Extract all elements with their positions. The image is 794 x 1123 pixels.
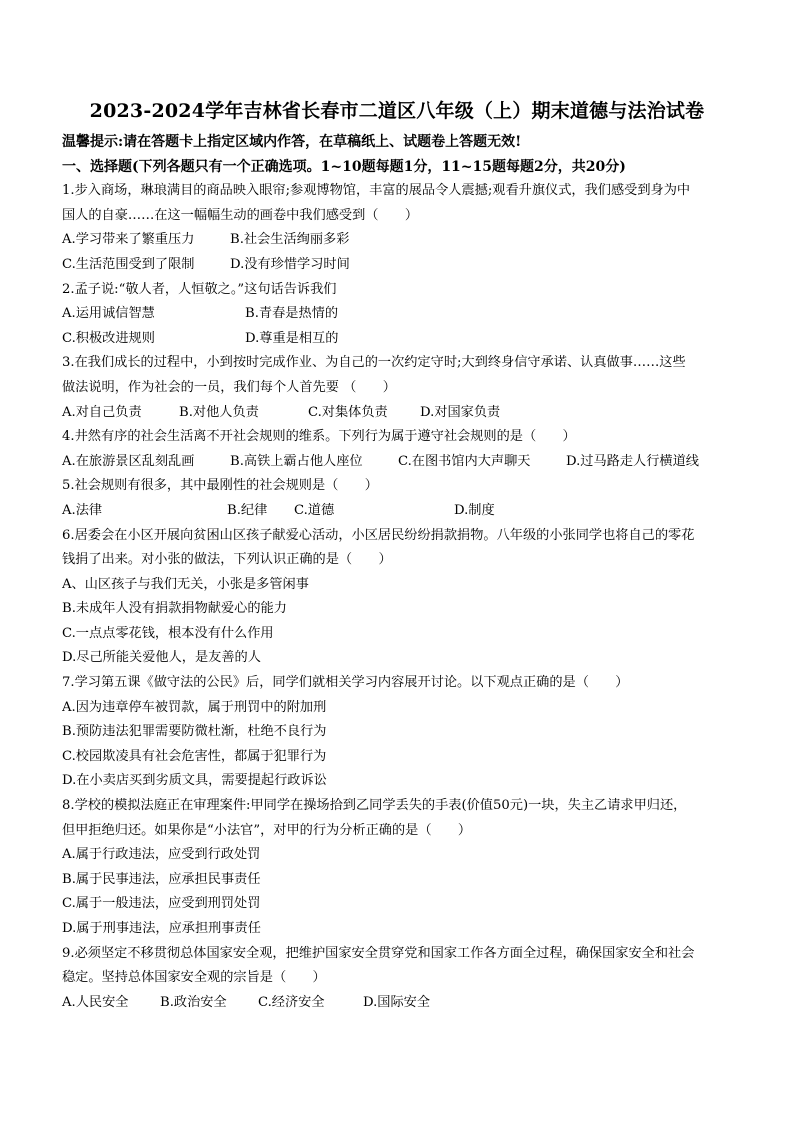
question-1-stem-cont: 国人的自豪……在这一幅幅生动的画卷中我们感受到（ ）	[62, 207, 419, 223]
question-2-options-row2	[62, 327, 742, 352]
question-3-options	[62, 401, 742, 426]
option-d: D.在小卖店买到劣质文具，需要提起行政诉讼	[62, 773, 327, 789]
option-c: C.校园欺凌具有社会危害性，都属于犯罪行为	[62, 748, 327, 764]
option-c: C.对集体负责	[308, 404, 388, 420]
option-b: B.社会生活绚丽多彩	[230, 232, 350, 248]
option-b: B.高铁上霸占他人座位	[230, 453, 363, 469]
question-5-stem: 5.社会规则有很多，其中最刚性的社会规则是（ ）	[62, 478, 378, 494]
question-3-stem-cont: 做法说明，作为社会的一员，我们每个人首先要 （ ）	[62, 379, 396, 395]
option-a: A.在旅游景区乱刻乱画	[62, 453, 195, 469]
option-d: D.尊重是相互的	[245, 330, 339, 346]
option-b: B.对他人负责	[179, 404, 259, 420]
question-9-stem-cont: 稳定。坚持总体国家安全观的宗旨是（ ）	[62, 970, 326, 986]
question-2-stem: 2.孟子说:“敬人者，人恒敬之。”这句话告诉我们	[62, 281, 337, 297]
exam-content	[62, 130, 742, 1015]
option-d: D.尽己所能关爱他人，是友善的人	[62, 650, 261, 666]
option-a: A.属于行政违法，应受到行政处罚	[62, 847, 261, 863]
question-7-stem: 7.学习第五课《做守法的公民》后，同学们就相关学习内容展开讨论。以下观点正确的是（ ）	[62, 675, 629, 691]
question-2-options-row1	[62, 302, 742, 327]
option-d: D.过马路走人行横道线	[566, 453, 699, 469]
question-4-stem: 4.井然有序的社会生活离不开社会规则的维系。下列行为属于遵守社会规则的是（ ）	[62, 429, 576, 445]
option-c: C.一点点零花钱，根本没有什么作用	[62, 625, 274, 641]
question-3-stem: 3.在我们成长的过程中，小到按时完成作业、为自己的一次约定守时;大到终身信守承诺、认真做事……这些	[62, 355, 686, 371]
question-1-stem: 1.步入商场，琳琅满目的商品映入眼帘;参观博物馆，丰富的展品令人震撼;观看升旗仪式，我们感受到身为中	[62, 183, 691, 199]
option-c: C.属于一般违法，应受到刑罚处罚	[62, 896, 261, 912]
exam-title: 2023-2024学年吉林省长春市二道区八年级（上）期末道德与法治试卷	[89, 100, 705, 122]
option-c: C.在图书馆内大声聊天	[398, 453, 531, 469]
option-a: A.运用诚信智慧	[62, 306, 155, 322]
option-c: C.生活范围受到了限制	[62, 256, 195, 272]
option-d: D.没有珍惜学习时间	[230, 256, 350, 272]
question-8-stem: 8.学校的模拟法庭正在审理案件:甲同学在操场拾到乙同学丢失的手表(价值50元)一块，失主乙请求甲归还，	[62, 798, 687, 814]
option-d: D.属于刑事违法，应承担刑事责任	[62, 921, 261, 936]
option-b: B.属于民事违法，应承担民事责任	[62, 871, 261, 887]
question-9-stem: 9.必须坚定不移贯彻总体国家安全观，把维护国家安全贯穿党和国家工作各方面全过程，确保国家安全和社会	[62, 945, 695, 961]
option-a: A.对自己负责	[62, 404, 142, 420]
question-6-stem-cont: 钱捐了出来。对小张的做法，下列认识正确的是（ ）	[62, 552, 392, 568]
question-5-options	[62, 499, 742, 524]
option-c: C.积极改进规则	[62, 330, 155, 346]
option-a: A.法律	[62, 502, 103, 518]
option-c: C.经济安全	[258, 994, 325, 1010]
question-4-options	[62, 450, 742, 475]
option-d: D.制度	[454, 502, 495, 518]
option-b: B.纪律	[227, 502, 268, 518]
option-b: B.预防违法犯罪需要防微杜渐，杜绝不良行为	[62, 724, 327, 740]
option-a: A.学习带来了繁重压力	[62, 232, 195, 248]
question-1-options-row2	[62, 253, 742, 278]
notice: 温馨提示:请在答题卡上指定区域内作答，在草稿纸上、试题卷上答题无效!	[62, 134, 522, 150]
section-heading: 一、选择题(下列各题只有一个正确选项。1~10题每题1分，11~15题每题2分，共20分)	[62, 158, 626, 175]
option-a: A、山区孩子与我们无关，小张是多管闲事	[62, 576, 309, 592]
question-9-options	[62, 991, 742, 1016]
option-a: A.人民安全	[62, 994, 129, 1010]
option-b: B.未成年人没有捐款捐物献爱心的能力	[62, 601, 287, 617]
question-8-stem-cont: 但甲拒绝归还。如果你是“小法官”，对甲的行为分析正确的是（ ）	[62, 822, 472, 838]
option-a: A.因为违章停车被罚款，属于刑罚中的附加刑	[62, 699, 327, 715]
option-c: C.道德	[294, 502, 335, 518]
option-b: B.青春是热情的	[245, 306, 339, 322]
question-1-options-row1	[62, 228, 742, 253]
option-d: D.国际安全	[363, 994, 431, 1010]
option-d: D.对国家负责	[420, 404, 501, 420]
question-6-stem: 6.居委会在小区开展向贫困山区孩子献爱心活动，小区居民纷纷捐款捐物。八年级的小张同学也将自己的零花	[62, 527, 695, 543]
option-b: B.政治安全	[160, 994, 227, 1010]
